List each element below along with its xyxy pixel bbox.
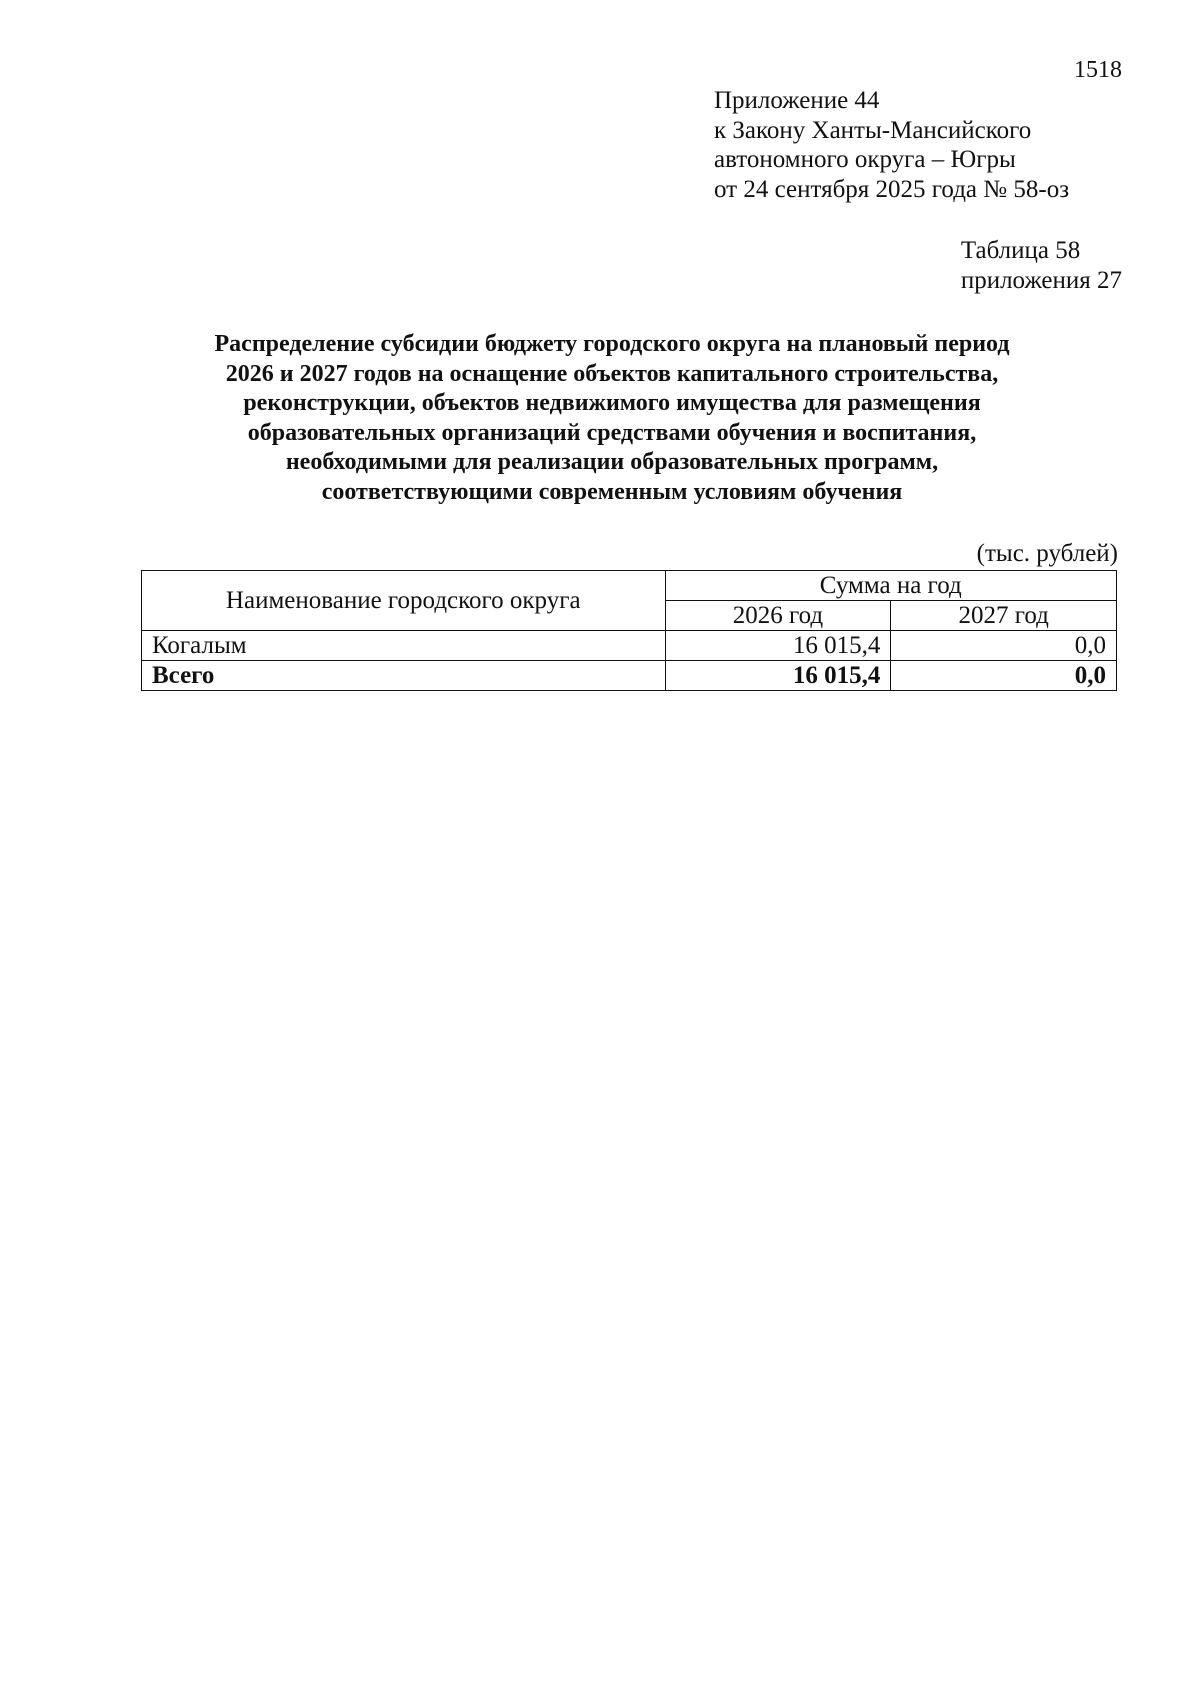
page-number: 1518 [1074,57,1122,83]
appendix-line: автономного округа – Югры [714,146,1016,173]
header-name-cell: Наименование городского округа [142,571,666,631]
table-ref-line: Таблица 58 [960,237,1081,264]
appendix-line: к Закону Ханты-Мансийского [714,116,1032,144]
row-2027-cell: 0,0 [891,631,1117,661]
title-line: необходимыми для реализации образовательных программ, [285,449,939,475]
row-name-cell: Когалым [142,631,666,661]
title-line: 2026 и 2027 годов на оснащение объектов капитального строительства, [225,360,999,387]
units-label: (тыс. рублей) [976,540,1118,567]
appendix-line: Приложение 44 [714,87,880,114]
table-header-row [142,571,1117,601]
table-row [142,631,1117,661]
appendix-line: от 24 сентября 2025 года № 58-оз [714,175,1070,203]
title-line: соответствующими современным условиям обучения [321,478,903,505]
title-line: Распределение субсидии бюджету городского округа на плановый период [214,331,1010,357]
subsidy-table [141,570,1117,691]
appendix-header [714,86,1069,204]
total-name-cell: Всего [142,661,666,691]
table-ref-line: приложения 27 [960,266,1122,294]
title-line: образовательных организаций средствами обучения и воспитания, [247,419,977,446]
document-title [140,330,1084,507]
total-2026-cell: 16 015,4 [665,661,891,691]
title-line: реконструкции, объектов недвижимого имущества для размещения [243,390,981,416]
total-2027-cell: 0,0 [891,661,1117,691]
header-sum-cell: Сумма на год [665,571,1116,601]
table-reference [961,236,1122,295]
header-year-2027: 2027 год [891,601,1117,631]
table-total-row [142,661,1117,691]
header-year-2026: 2026 год [665,601,891,631]
row-2026-cell: 16 015,4 [665,631,891,661]
